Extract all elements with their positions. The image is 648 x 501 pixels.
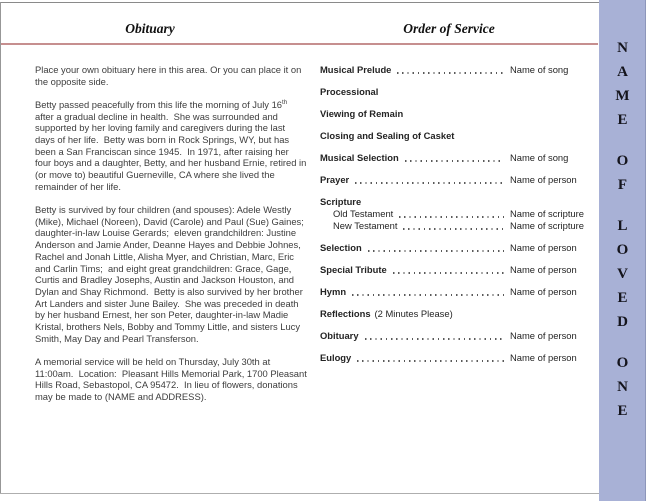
order-item-label: Reflections xyxy=(320,308,371,319)
order-item-label: Closing and Sealing of Casket xyxy=(320,130,455,141)
dotted-leader xyxy=(397,72,504,73)
order-item-hymn xyxy=(320,286,596,298)
order-item-viewing-of-remain xyxy=(320,108,596,120)
header-rule xyxy=(1,43,598,45)
order-item-old-testament xyxy=(320,208,596,220)
sideband-word-of: OF xyxy=(614,153,631,201)
order-item-label: Scripture xyxy=(320,196,362,207)
obituary-paragraph-life-pre: Betty passed peacefully from this life the morning of July 16 xyxy=(35,98,283,110)
dotted-leader xyxy=(405,160,504,161)
obituary-section xyxy=(35,64,310,414)
dotted-leader xyxy=(355,182,504,183)
sideband-word-name: NAME xyxy=(614,40,631,136)
obituary-paragraph-life-post: after a gradual decline in health. She was surrounded and supported by her loving family and caregivers during the last days of her life. Betty was born in Rock Springs, WY, but has been a San Franciscan since 1945. In 1971, after raising her four boys and a daughter, Betty, and her husband Ernie, retired in (or move to) beautiful Guerneville, CA where she lived the remainder of her life. xyxy=(35,98,309,192)
order-item-label: Viewing of Remain xyxy=(320,108,404,119)
order-item-label: Musical Prelude xyxy=(320,64,392,75)
obituary-header: Obituary xyxy=(125,21,175,36)
order-item-value: Name of person xyxy=(510,330,577,341)
order-item-note: (2 Minutes Please) xyxy=(374,308,453,319)
dotted-leader xyxy=(368,250,504,251)
order-item-label: Obituary xyxy=(320,330,359,341)
order-item-value: Name of person xyxy=(510,242,577,253)
order-item-scripture xyxy=(320,196,596,208)
obituary-paragraph-survivors: Betty is survived by four children (and spouses): Adele Westly (Mike), Michael (Noreen), David (Carole) and Paul (Sue) Gaines; daughter-in-law Louise Gerards; eleven grandchildren: Justine Anderson and Jamie Ander, Deanne Hayes and Debbie Johnes, Rachel and Jonah Little, Alisha Myer, and Christian, Marc, Eric and Carlin Tims; and eight great grandchildren: Grace, Gage, Curtis and Bradley Josephs, Austin and Jackson Houston, and Dylan and Shay Richmond. Betty is also survived by her brother Art Landers and sister June Bailey. She was preceded in death by her husband Ernest, her son Peter, daughter-in-law Madie Kristal, brothers Nels, Bobby and Tommy Little, and sisters Lucy Smith, May Day and Pearl Transferson. xyxy=(35,204,310,344)
order-item-value: Name of person xyxy=(510,174,577,185)
order-item-label: Prayer xyxy=(320,174,350,185)
order-item-label: Old Testament xyxy=(333,208,394,219)
order-item-value: Name of person xyxy=(510,286,577,297)
obituary-paragraph-service-info: A memorial service will be held on Thursday, July 30th at 11:00am. Location: Pleasant Hills Memorial Park, 1700 Pleasant Hills Road, Sebastopol, CA 95472. In lieu of flowers, donations may be made to (NAME and ADDRESS). xyxy=(35,355,310,403)
order-item-value: Name of person xyxy=(510,264,577,275)
order-item-musical-prelude xyxy=(320,64,596,76)
order-item-label: Processional xyxy=(320,86,379,97)
sideband-word-loved: LOVED xyxy=(614,218,631,338)
order-item-reflections xyxy=(320,308,596,320)
order-item-value: Name of scripture xyxy=(510,208,584,219)
order-item-special-tribute xyxy=(320,264,596,276)
order-item-value: Name of song xyxy=(510,64,569,75)
order-item-label: Musical Selection xyxy=(320,152,399,163)
order-item-value: Name of scripture xyxy=(510,220,584,231)
sideband-word-one: ONE xyxy=(614,355,631,427)
dotted-leader xyxy=(352,294,504,295)
order-item-label: Hymn xyxy=(320,286,347,297)
page-border-left xyxy=(0,2,1,494)
order-item-label: Special Tribute xyxy=(320,264,387,275)
dotted-leader xyxy=(399,216,504,217)
order-item-processional xyxy=(320,86,596,98)
order-item-musical-selection xyxy=(320,152,596,164)
obituary-paragraph-life xyxy=(35,99,307,193)
order-item-value: Name of song xyxy=(510,152,569,163)
page-border-bottom xyxy=(0,493,599,494)
obituary-paragraph-placeholder: Place your own obituary here in this area. Or you can place it on the opposite side. xyxy=(35,64,304,87)
dotted-leader xyxy=(393,272,504,273)
order-item-selection xyxy=(320,242,596,254)
order-item-obituary xyxy=(320,330,596,342)
dotted-leader xyxy=(365,338,504,339)
order-item-label: Selection xyxy=(320,242,362,253)
order-of-service-section xyxy=(320,64,596,374)
order-of-service-header: Order of Service xyxy=(403,21,495,36)
ordinal-superscript: th xyxy=(282,98,288,106)
order-item-eulogy xyxy=(320,352,596,364)
order-item-label: New Testament xyxy=(333,220,398,231)
order-item-closing-casket xyxy=(320,130,596,142)
order-item-value: Name of person xyxy=(510,352,577,363)
dotted-leader xyxy=(357,360,504,361)
order-item-prayer xyxy=(320,174,596,186)
order-item-label: Eulogy xyxy=(320,352,352,363)
order-item-new-testament xyxy=(320,220,596,232)
page-border-top xyxy=(0,2,599,3)
dotted-leader xyxy=(403,228,504,229)
name-of-loved-one-band xyxy=(599,0,646,501)
